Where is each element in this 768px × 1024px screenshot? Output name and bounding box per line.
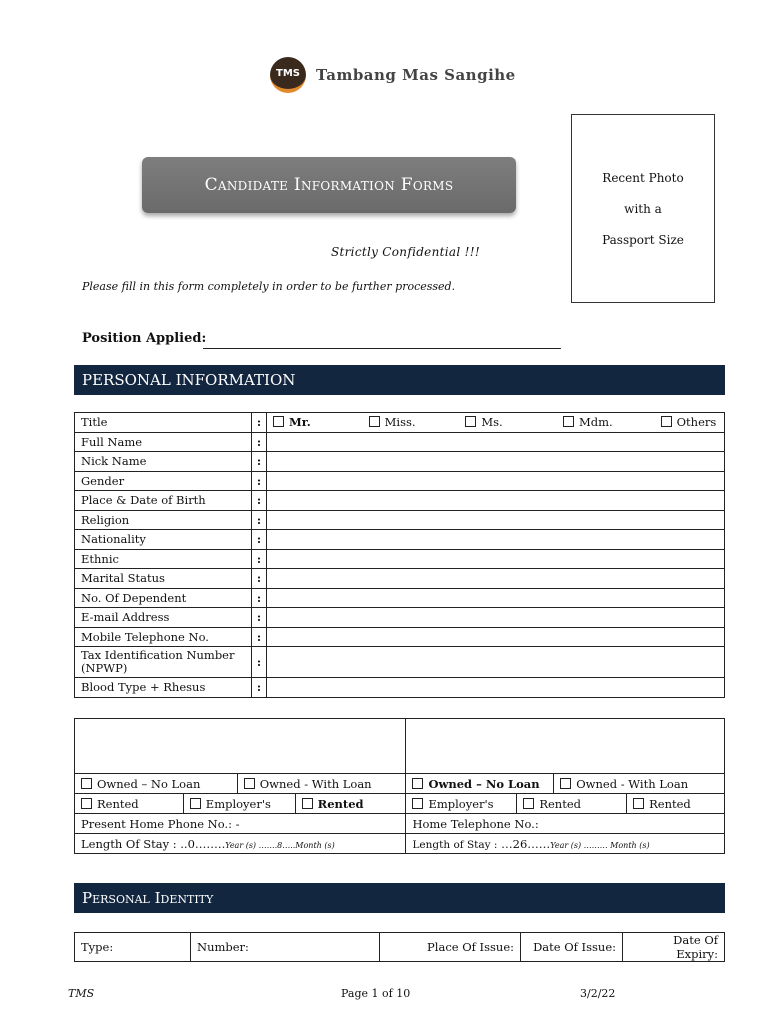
row-label: Tax Identification Number (NPWP)	[75, 647, 252, 678]
option-ms[interactable]: Ms.	[465, 415, 559, 429]
checkbox-icon[interactable]	[465, 416, 476, 427]
header-date-of-expiry: Date Of Expiry:	[623, 933, 725, 962]
photo-text-1: Recent Photo	[602, 171, 684, 185]
header-number: Number:	[191, 933, 380, 962]
checkbox-icon[interactable]	[560, 778, 571, 789]
full-name-field[interactable]	[267, 432, 725, 452]
table-row: Marital Status :	[75, 569, 725, 589]
table-row: Ethnic :	[75, 549, 725, 569]
position-applied-label: Position Applied:	[82, 331, 207, 346]
footer-date: 3/2/22	[580, 987, 616, 1000]
row-label: Place & Date of Birth	[75, 491, 252, 511]
row-label: Marital Status	[75, 569, 252, 589]
row-label: Nationality	[75, 530, 252, 550]
table-row: Place & Date of Birth :	[75, 491, 725, 511]
home-status-table	[74, 718, 725, 854]
checkbox-icon[interactable]	[661, 416, 672, 427]
option-owned-with-loan-right[interactable]: Owned - With Loan	[554, 774, 725, 794]
row-label: Religion	[75, 510, 252, 530]
home-address-right[interactable]	[406, 719, 725, 774]
ethnic-field[interactable]	[267, 549, 725, 569]
header-date-of-issue: Date Of Issue:	[521, 933, 623, 962]
birth-field[interactable]	[267, 491, 725, 511]
checkbox-icon[interactable]	[302, 798, 313, 809]
option-owned-with-loan[interactable]: Owned - With Loan	[237, 774, 406, 794]
nick-name-field[interactable]	[267, 452, 725, 472]
marital-status-field[interactable]	[267, 569, 725, 589]
header-place-of-issue: Place Of Issue:	[380, 933, 521, 962]
photo-text-2: with a	[624, 202, 662, 216]
title-options	[267, 413, 725, 433]
row-label: Ethnic	[75, 549, 252, 569]
checkbox-icon[interactable]	[412, 798, 423, 809]
option-rented-bold[interactable]: Rented	[295, 794, 406, 814]
checkbox-icon[interactable]	[81, 798, 92, 809]
checkbox-icon[interactable]	[273, 416, 284, 427]
option-owned-no-loan[interactable]: Owned – No Loan	[75, 774, 238, 794]
footer-left: TMS	[68, 987, 95, 1000]
option-owned-no-loan-right[interactable]: Owned – No Loan	[406, 774, 554, 794]
table-row: Nationality :	[75, 530, 725, 550]
identity-table	[74, 932, 725, 962]
option-employers[interactable]: Employer's	[183, 794, 295, 814]
checkbox-icon[interactable]	[563, 416, 574, 427]
checkbox-icon[interactable]	[190, 798, 201, 809]
table-row: Title : Mr. Miss. Ms. Mdm. Others	[75, 413, 725, 433]
company-logo	[270, 55, 516, 95]
checkbox-icon[interactable]	[412, 778, 423, 789]
option-others[interactable]: Others	[661, 415, 717, 429]
logo-mark: TMS	[270, 57, 306, 93]
blood-type-field[interactable]	[267, 678, 725, 698]
table-row: Blood Type + Rhesus :	[75, 678, 725, 698]
personal-info-table	[74, 412, 725, 698]
option-mr[interactable]: Mr.	[273, 415, 365, 429]
home-phone-left[interactable]: Present Home Phone No.: -	[75, 814, 406, 834]
dependent-field[interactable]	[267, 588, 725, 608]
email-field[interactable]	[267, 608, 725, 628]
form-title: Candidate Information Forms	[142, 157, 516, 213]
row-label: Title	[75, 413, 252, 433]
table-row: Mobile Telephone No. :	[75, 627, 725, 647]
nationality-field[interactable]	[267, 530, 725, 550]
home-address-left[interactable]	[75, 719, 406, 774]
option-employers-right[interactable]: Employer's	[406, 794, 517, 814]
footer-page: Page 1 of 10	[341, 987, 411, 1000]
checkbox-icon[interactable]	[523, 798, 534, 809]
photo-text-3: Passport Size	[602, 233, 684, 247]
checkbox-icon[interactable]	[244, 778, 255, 789]
position-applied-field[interactable]	[203, 347, 561, 349]
company-name: Tambang Mas Sangihe	[316, 66, 516, 84]
table-row: Nick Name :	[75, 452, 725, 472]
mobile-field[interactable]	[267, 627, 725, 647]
row-label: No. Of Dependent	[75, 588, 252, 608]
checkbox-icon[interactable]	[81, 778, 92, 789]
length-of-stay-right[interactable]: Length of Stay : …26……Year (s) ……… Month (s)	[406, 834, 725, 854]
confidential-note: Strictly Confidential !!!	[331, 245, 480, 259]
option-rented-right-2[interactable]: Rented	[627, 794, 725, 814]
instruction-text: Please fill in this form completely in order to be further processed.	[82, 280, 456, 293]
table-row: Gender :	[75, 471, 725, 491]
option-rented-right[interactable]: Rented	[517, 794, 627, 814]
home-phone-right[interactable]: Home Telephone No.:	[406, 814, 725, 834]
row-label: Full Name	[75, 432, 252, 452]
row-label: Blood Type + Rhesus	[75, 678, 252, 698]
checkbox-icon[interactable]	[633, 798, 644, 809]
row-label: Mobile Telephone No.	[75, 627, 252, 647]
length-of-stay-left[interactable]: Length Of Stay : ..0……..Year (s) …….8…..Month (s)	[75, 834, 406, 854]
checkbox-icon[interactable]	[369, 416, 380, 427]
photo-placeholder[interactable]	[571, 114, 715, 303]
table-row	[75, 933, 725, 962]
section-personal-identity: Personal Identity	[74, 883, 725, 913]
table-row: Full Name :	[75, 432, 725, 452]
gender-field[interactable]	[267, 471, 725, 491]
row-label: Nick Name	[75, 452, 252, 472]
row-label: E-mail Address	[75, 608, 252, 628]
table-row: No. Of Dependent :	[75, 588, 725, 608]
header-type: Type:	[75, 933, 191, 962]
table-row: Religion :	[75, 510, 725, 530]
option-rented[interactable]: Rented	[75, 794, 184, 814]
npwp-field[interactable]	[267, 647, 725, 678]
option-miss[interactable]: Miss.	[369, 415, 462, 429]
row-label: Gender	[75, 471, 252, 491]
table-row: E-mail Address :	[75, 608, 725, 628]
section-personal-information: PERSONAL INFORMATION	[74, 365, 725, 395]
option-mdm[interactable]: Mdm.	[563, 415, 657, 429]
religion-field[interactable]	[267, 510, 725, 530]
table-row: Tax Identification Number (NPWP) :	[75, 647, 725, 678]
